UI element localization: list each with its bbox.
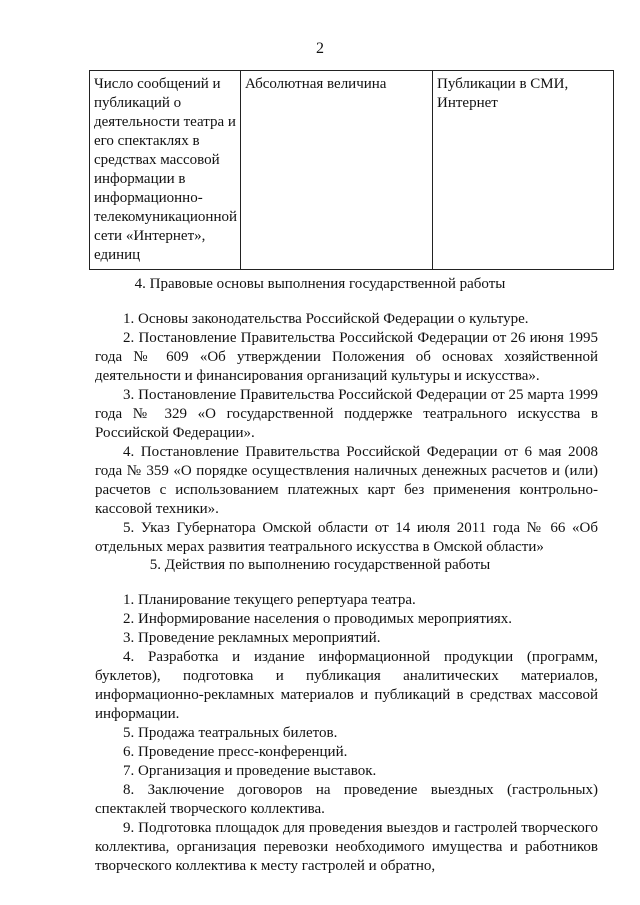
list-item: 1. Планирование текущего репертуара театра. — [123, 592, 416, 608]
section-4-list — [95, 310, 598, 557]
section-5-list — [95, 591, 598, 876]
indicator-name-cell: Число сообщений и публикаций о деятельности театра и его спектаклях в средствах массовой информации в информационно-телекомуникационной сети «Интернет», единиц — [90, 71, 241, 270]
list-item: 4. Постановление Правительства Российской Федерации от 6 мая 2008 года № 359 «О порядке осуществления наличных денежных расчетов и (или) расчетов с использованием платежных карт без применения контрольно-кассовой техники». — [95, 444, 598, 517]
table-row — [90, 71, 614, 270]
indicator-table — [89, 70, 614, 270]
list-item: 7. Организация и проведение выставок. — [123, 763, 377, 779]
page-number: 2 — [316, 40, 324, 57]
section-4-title: 4. Правовые основы выполнения государственной работы — [134, 276, 506, 292]
list-item: 1. Основы законодательства Российской Федерации о культуре. — [123, 311, 529, 327]
list-item: 3. Постановление Правительства Российской Федерации от 25 марта 1999 года № 329 «О государственной поддержке театрального искусства в Российской Федерации». — [95, 387, 598, 441]
list-item: 3. Проведение рекламных мероприятий. — [123, 630, 381, 646]
unit-cell: Абсолютная величина — [241, 71, 433, 270]
section-5-title: 5. Действия по выполнению государственной работы — [149, 557, 491, 573]
list-item: 5. Продажа театральных билетов. — [123, 725, 338, 741]
list-item: 6. Проведение пресс-конференций. — [123, 744, 348, 760]
list-item: 2. Постановление Правительства Российской Федерации от 26 июня 1995 года № 609 «Об утверждении Положения об основах хозяйственной деятельности и финансирования организаций культуры и искусства». — [95, 330, 598, 384]
list-item: 4. Разработка и издание информационной продукции (программ, буклетов), подготовка и публикация аналитических материалов, информационно-рекламных материалов и публикаций в средствах массовой информации. — [95, 649, 598, 722]
list-item: 9. Подготовка площадок для проведения выездов и гастролей творческого коллектива, организация перевозки необходимого имущества и работников творческого коллектива к месту гастролей и обратно, — [95, 820, 598, 874]
list-item: 2. Информирование населения о проводимых мероприятиях. — [123, 611, 513, 627]
source-cell: Публикации в СМИ, Интернет — [433, 71, 614, 270]
list-item: 8. Заключение договоров на проведение выездных (гастрольных) спектаклей творческого коллектива. — [95, 782, 598, 817]
list-item: 5. Указ Губернатора Омской области от 14 июля 2011 года № 66 «Об отдельных мерах развития театрального искусства в Омской области» — [95, 520, 598, 555]
